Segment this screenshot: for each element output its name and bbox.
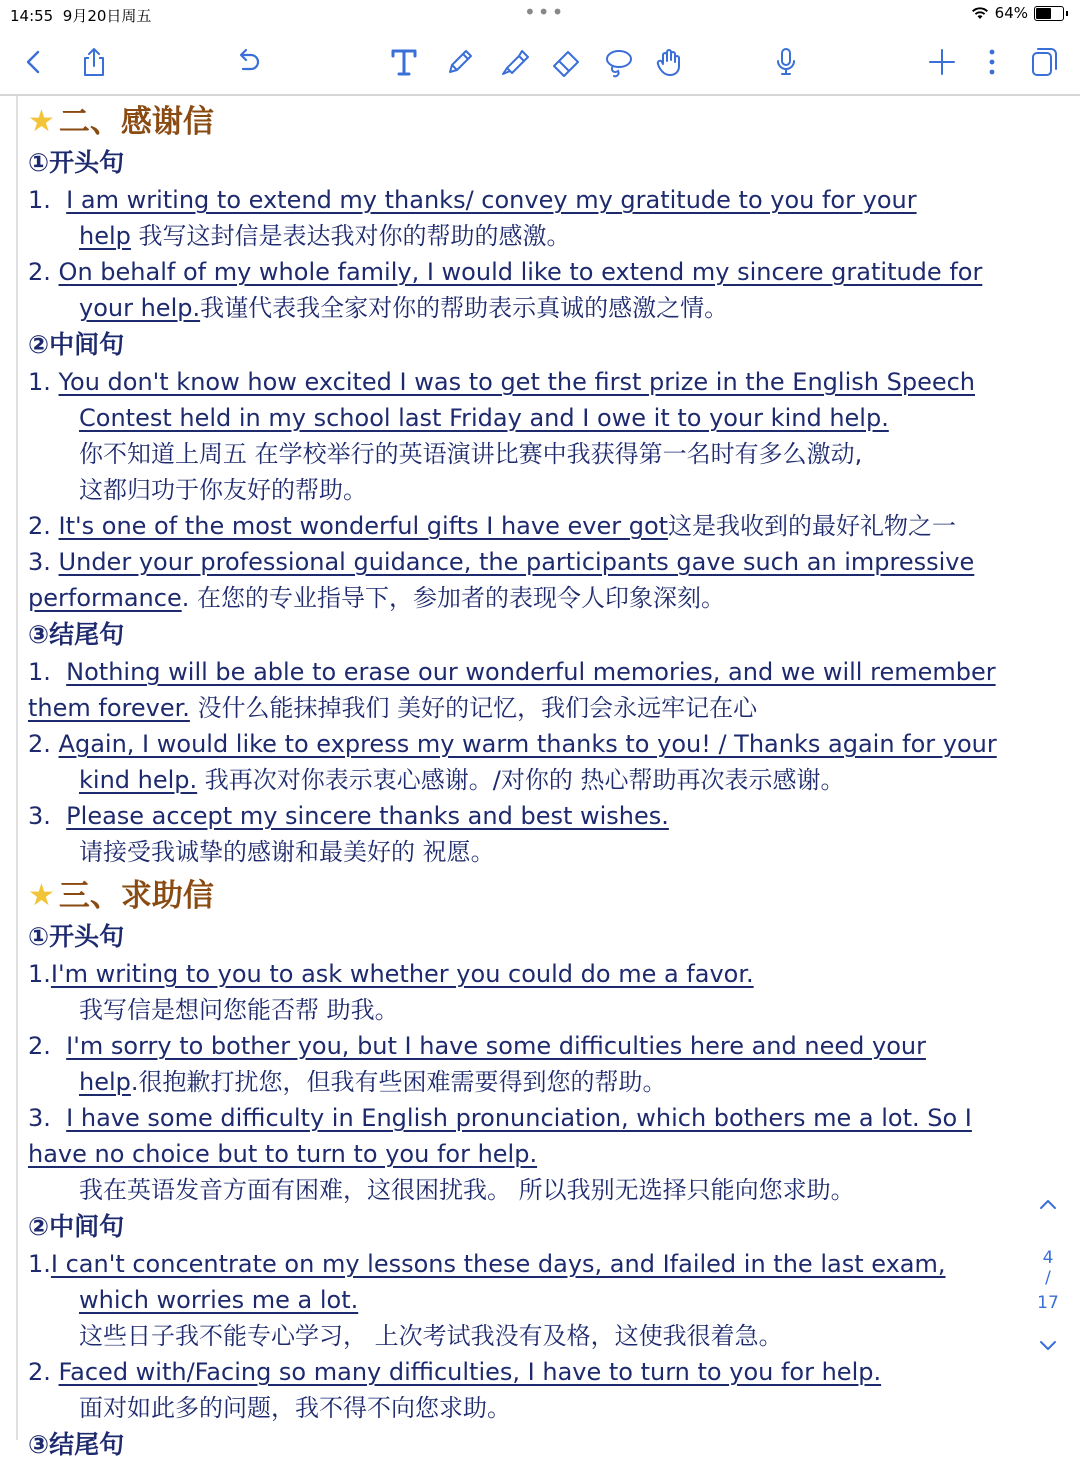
page-current: 4 (1042, 1248, 1054, 1268)
sentence-line: 请接受我诚挚的感谢和最美好的 祝愿。 (79, 838, 495, 866)
hand-icon[interactable] (652, 44, 688, 80)
sentence-line: 我在英语发音方面有困难，这很困扰我。 所以我别无选择只能向您求助。 (79, 1176, 855, 1204)
page-total: 17 (1037, 1293, 1059, 1313)
page-separator: / (1045, 1268, 1051, 1288)
sentence-line: performance. 在您的专业指导下，参加者的表现令人印象深刻。 (28, 584, 725, 612)
sentence-line: have no choice but to turn to you for help. (28, 1140, 538, 1168)
back-icon[interactable] (16, 44, 52, 80)
sentence-line: 这些日子我不能专心学习， 上次考试我没有及格，这使我很着急。 (79, 1322, 783, 1350)
more-icon[interactable] (974, 44, 1010, 80)
undo-icon[interactable] (230, 44, 266, 80)
sentence-line: which worries me a lot. (79, 1286, 359, 1314)
sentence-line: 2. On behalf of my whole family, I would like to extend my sincere gratitude for (28, 258, 983, 286)
highlighter-icon[interactable] (496, 44, 532, 80)
pen-icon[interactable] (442, 44, 478, 80)
sentence-line: Contest held in my school last Friday and I owe it to your kind help. (79, 404, 889, 432)
sentence-line: 2. It's one of the most wonderful gifts I have ever got这是我收到的最好礼物之一 (28, 512, 957, 540)
page-edge (16, 96, 18, 1440)
star-icon: ★ (28, 104, 55, 139)
lasso-icon[interactable] (600, 44, 636, 80)
section-title-help-letter: ★ 三、求助信 (28, 874, 1028, 918)
pages-icon[interactable] (1026, 44, 1062, 80)
sentence-line: 3. Under your professional guidance, the participants gave such an impressive (28, 548, 975, 576)
battery-percent: 64% (994, 4, 1028, 22)
sentence-line: 这都归功于你友好的帮助。 (79, 476, 367, 504)
sentence-line: your help.我谨代表我全家对你的帮助表示真诚的感激之情。 (79, 294, 729, 322)
section-title-thanks-letter: ★ 二、感谢信 (28, 100, 1028, 144)
status-time: 14:55 9月20日周五 (10, 7, 152, 25)
battery-icon (1034, 6, 1064, 21)
sentence-line: 1.I'm writing to you to ask whether you could do me a favor. (28, 960, 754, 988)
status-date: 9月20日周五 (62, 7, 152, 25)
subheading-ending: ③结尾句 (28, 620, 125, 649)
toolbar-divider (0, 94, 1080, 96)
subheading-opening: ①开头句 (28, 922, 125, 951)
microphone-icon[interactable] (768, 44, 804, 80)
status-bar (0, 0, 1080, 30)
toolbar (0, 30, 1080, 94)
star-icon: ★ (28, 878, 55, 913)
subheading-middle: ②中间句 (28, 1212, 125, 1241)
wifi-icon (971, 6, 989, 20)
sentence-line: 3. I have some difficulty in English pronunciation, which bothers me a lot. So I (28, 1104, 972, 1132)
multitask-dots[interactable]: ••• (524, 0, 566, 24)
eraser-icon[interactable] (548, 44, 584, 80)
sentence-line: 我写信是想问您能否帮 助我。 (79, 996, 399, 1024)
add-icon[interactable] (924, 44, 960, 80)
sentence-line: 面对如此多的问题，我不得不向您求助。 (79, 1394, 511, 1422)
sentence-line: help.很抱歉打扰您，但我有些困难需要得到您的帮助。 (79, 1068, 667, 1096)
sentence-line: them forever. 没什么能抹掉我们 美好的记忆，我们会永远牢记在心 (28, 694, 758, 722)
sentence-line: kind help. 我再次对你表示衷心感谢。/对你的 热心帮助再次表示感谢。 (79, 766, 845, 794)
page-down-icon[interactable] (1030, 1338, 1066, 1358)
subheading-opening: ①开头句 (28, 148, 125, 177)
sentence-line: 3. Please accept my sincere thanks and best wishes. (28, 802, 669, 830)
sentence-line: 1. Nothing will be able to erase our wonderful memories, and we will remember (28, 658, 996, 686)
sentence-line: 1. You don't know how excited I was to get the first prize in the English Speech (28, 368, 975, 396)
sentence-line: 你不知道上周五 在学校举行的英语演讲比赛中我获得第一名时有多么激动, (79, 440, 863, 468)
sentence-line: help 我写这封信是表达我对你的帮助的感激。 (79, 222, 571, 250)
sentence-line: 2. I'm sorry to bother you, but I have some difficulties here and need your (28, 1032, 926, 1060)
subheading-ending: ③结尾句 (28, 1430, 125, 1459)
sentence-line: 2. Again, I would like to express my warm thanks to you! / Thanks again for your (28, 730, 997, 758)
text-tool-icon[interactable] (386, 44, 422, 80)
sentence-line: 1.I can't concentrate on my lessons these days, and Ifailed in the last exam, (28, 1250, 946, 1278)
page-up-icon[interactable] (1030, 1196, 1066, 1216)
note-page[interactable] (28, 100, 1028, 1464)
sentence-line: 2. Faced with/Facing so many difficulties, I have to turn to you for help. (28, 1358, 882, 1386)
share-icon[interactable] (76, 44, 112, 80)
sentence-line: 1. I am writing to extend my thanks/ convey my gratitude to you for your (28, 186, 917, 214)
subheading-middle: ②中间句 (28, 330, 125, 359)
status-right (971, 4, 1068, 22)
